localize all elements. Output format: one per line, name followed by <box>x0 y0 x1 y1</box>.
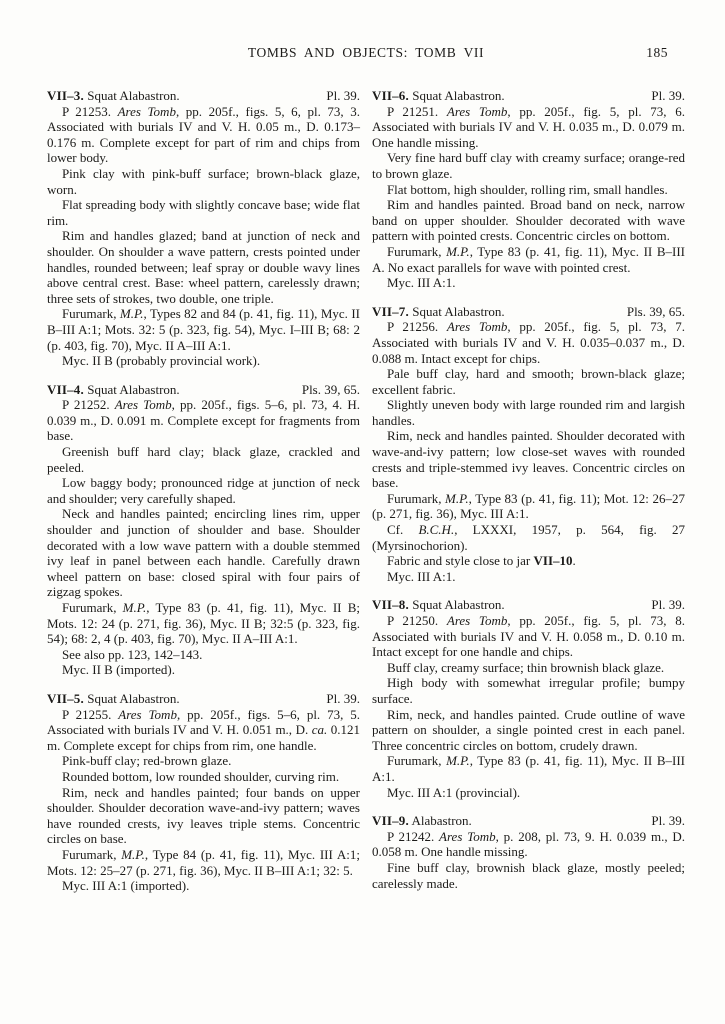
entry-paragraph: Low baggy body; pronounced ridge at junction of neck and shoulder; very carefully shaped. <box>47 475 360 506</box>
catalog-entry <box>47 691 360 894</box>
plate-reference: Pl. 39. <box>651 813 685 829</box>
plate-reference: Pl. 39. <box>326 88 360 103</box>
entry-id: VII–6. <box>372 88 409 103</box>
entry-paragraph: P 21252. Ares Tomb, pp. 205f., figs. 5–6, pl. 73, 4. H. 0.039 m., D. 0.091 m. Complete except for fragments from base. <box>47 397 360 444</box>
entry-paragraph: Furumark, M.P., Type 83 (p. 41, fig. 11); Mot. 12: 26–27 (p. 271, fig. 36), Myc. III A:1. <box>372 490 685 522</box>
entry-heading <box>372 597 685 613</box>
text-columns <box>47 88 685 894</box>
entry-paragraph: Furumark, M.P., Type 83 (p. 41, fig. 11), Myc. II B–III A. No exact parallels for wave with pointed crest. <box>372 243 685 275</box>
entry-paragraph: P 21255. Ares Tomb, pp. 205f., figs. 5–6, pl. 73, 5. Associated with burials IV and V. H. 0.051 m., D. ca. 0.121 m. Complete except for chips from rim, one handle. <box>47 706 361 753</box>
entry-id: VII–9. <box>372 813 409 829</box>
entry-heading <box>47 382 360 398</box>
entry-paragraph: Very fine hard buff clay with creamy surface; orange-red to brown glaze. <box>372 150 685 181</box>
plate-reference: Pls. 39, 65. <box>301 381 360 397</box>
entry-paragraph: Myc. II B (probably provincial work). <box>61 353 261 369</box>
catalog-entry <box>47 88 360 369</box>
entry-paragraph: P 21253. Ares Tomb, pp. 205f., figs. 5, 6, pl. 73, 3. Associated with burials IV and V. H. 0.05 m., D. 0.173–0.176 m. Complete except for part of rim and chips from lower body. <box>47 103 360 166</box>
entry-paragraph: P 21256. Ares Tomb, pp. 205f., fig. 5, pl. 73, 7. Associated with burials IV and V. H. 0.035–0.037 m., D. 0.088 m. Intact except for chips. <box>372 319 686 366</box>
entry-title: VII–4. Squat Alabastron. <box>47 381 180 397</box>
entry-paragraph: Fine buff clay, brownish black glaze, mostly peeled; carelessly made. <box>372 859 685 891</box>
entry-paragraph: Neck and handles painted; encircling lines rim, upper shoulder and junction of shoulder and base. Shoulder decorated with a low wave pattern with a double stemmed ivy leaf in panel between each handle. Carefully drawn wheel pattern on base: closed spiral with four pairs of zigzag spokes. <box>47 506 360 600</box>
running-head <box>47 45 685 63</box>
entry-title: VII–3. Squat Alabastron. <box>47 88 180 103</box>
entry-paragraph: Myc. III A:1. <box>386 275 456 291</box>
entry-paragraph: Rim and handles glazed; band at junction of neck and shoulder. On shoulder a wave pattern, crests pointed under handles, rounded between; leaf spray or double wavy lines above central crest. Base: wheel pattern, carelessly drawn; three sets of strokes, two double, one triple. <box>47 228 360 306</box>
entry-paragraph: Myc. III A:1. <box>386 568 456 584</box>
entry-title: VII–5. Squat Alabastron. <box>47 690 180 706</box>
entry-paragraph: Flat bottom, high shoulder, rolling rim, small handles. <box>386 181 668 197</box>
catalog-entry <box>372 304 685 585</box>
entry-paragraph: Myc. II B (imported). <box>61 662 175 678</box>
entry-paragraph: Furumark, M.P., Type 83 (p. 41, fig. 11), Myc. II B–III A:1. <box>372 753 685 784</box>
entry-paragraph: Pale buff clay, hard and smooth; brown-black glaze; excellent fabric. <box>372 366 685 397</box>
entry-heading <box>372 813 685 829</box>
entry-paragraph: Slightly uneven body with large rounded rim and largish handles. <box>372 397 685 428</box>
entry-paragraph: Pink-buff clay; red-brown glaze. <box>61 753 232 769</box>
left-column <box>47 88 360 894</box>
right-column <box>372 88 685 894</box>
entry-id: VII–8. <box>372 597 409 613</box>
entry-paragraph: Flat spreading body with slightly concave base; wide flat rim. <box>47 197 360 228</box>
entry-title: VII–9. Alabastron. <box>372 813 472 829</box>
entry-paragraph: Pink clay with pink-buff surface; brown-black glaze, worn. <box>47 165 360 197</box>
page-number: 185 <box>646 45 668 60</box>
plate-reference: Pl. 39. <box>651 88 685 103</box>
page-header-title: TOMBS AND OBJECTS: TOMB VII <box>247 45 485 60</box>
entry-paragraph: P 21250. Ares Tomb, pp. 205f., fig. 5, pl. 73, 8. Associated with burials IV and V. H. 0.058 m., D. 0.10 m. Intact except for one handle and chips. <box>372 613 686 660</box>
entry-paragraph: High body with somewhat irregular profile; bumpy surface. <box>372 675 685 706</box>
entry-heading <box>372 304 685 320</box>
entry-heading <box>372 88 685 104</box>
entry-paragraph: Rim, neck, and handles painted. Crude outline of wave pattern on shoulder, a single pointed crest in each panel. Three concentric circles on bottom, crudely drawn. <box>372 706 685 753</box>
entry-title: VII–7. Squat Alabastron. <box>372 303 505 319</box>
entry-paragraph: See also pp. 123, 142–143. <box>61 646 203 662</box>
entry-paragraph: Furumark, M.P., Type 83 (p. 41, fig. 11), Myc. II B; Mots. 12: 24 (p. 271, fig. 36), Myc. II B; 32:5 (p. 323, fig. 54); 68: 2, 4 (p. 403, fig. 70), Myc. II A–III A:1. <box>47 600 360 647</box>
entry-paragraph: Rim, neck and handles painted. Shoulder decorated with wave-and-ivy pattern; low close-set waves with rounded crests and triple-stemmed ivy leaves. Concentric circles on base. <box>372 428 685 491</box>
entry-id: VII–7. <box>372 303 409 319</box>
plate-reference: Pl. 39. <box>326 690 360 706</box>
entry-paragraph: Fabric and style close to jar VII–10. <box>386 553 576 569</box>
entry-paragraph: Cf. B.C.H., LXXXI, 1957, p. 564, fig. 27 (Myrsinochorion). <box>372 522 685 553</box>
entry-paragraph: Rim, neck and handles painted; four bands on upper shoulder. Shoulder decoration wave-and-ivy pattern; waves have rounded crests, ivy leaves triple stems. Concentric circles on base. <box>47 784 360 847</box>
entry-heading <box>47 691 360 707</box>
entry-paragraph: Furumark, M.P., Types 82 and 84 (p. 41, fig. 11), Myc. II B–III A:1; Mots. 32: 5 (p. 323, fig. 54), Myc. I–III B; 68: 2 (p. 403, fig. 70), Myc. II A–III A:1. <box>47 306 360 353</box>
entry-paragraph: Rounded bottom, low rounded shoulder, curving rim. <box>61 768 340 784</box>
entry-paragraph: Rim and handles painted. Broad band on neck, narrow band on upper shoulder. Shoulder decorated with wave pattern with pointed crests. Concentric circles on bottom. <box>372 197 685 244</box>
catalog-entry <box>372 597 685 800</box>
entry-paragraph: Furumark, M.P., Type 84 (p. 41, fig. 11), Myc. III A:1; Mots. 12: 25–27 (p. 271, fig. 36), Myc. II B–III A:1; 32: 5. <box>47 846 360 878</box>
catalog-entry <box>372 88 685 291</box>
entry-paragraph: P 21251. Ares Tomb, pp. 205f., fig. 5, pl. 73, 6. Associated with burials IV and V. H. 0.035 m., D. 0.079 m. One handle missing. <box>372 103 686 150</box>
plate-reference: Pls. 39, 65. <box>626 303 685 319</box>
entry-paragraph: Myc. III A:1 (provincial). <box>386 784 521 800</box>
catalog-entry <box>372 813 685 891</box>
entry-paragraph: Greenish buff hard clay; black glaze, crackled and peeled. <box>47 444 360 475</box>
entry-title: VII–8. Squat Alabastron. <box>372 597 505 613</box>
entry-paragraph: P 21242. Ares Tomb, p. 208, pl. 73, 9. H. 0.039 m., D. 0.058 m. One handle missing. <box>372 828 686 860</box>
entry-id: VII–4. <box>47 381 84 397</box>
entry-id: VII–3. <box>47 88 84 103</box>
entry-id: VII–5. <box>47 690 84 706</box>
entry-title: VII–6. Squat Alabastron. <box>372 88 505 103</box>
catalog-entry <box>47 382 360 678</box>
entry-paragraph: Buff clay, creamy surface; thin brownish black glaze. <box>386 659 665 675</box>
entry-paragraph: Myc. III A:1 (imported). <box>61 878 190 894</box>
plate-reference: Pl. 39. <box>651 597 685 613</box>
entry-heading <box>47 88 360 104</box>
